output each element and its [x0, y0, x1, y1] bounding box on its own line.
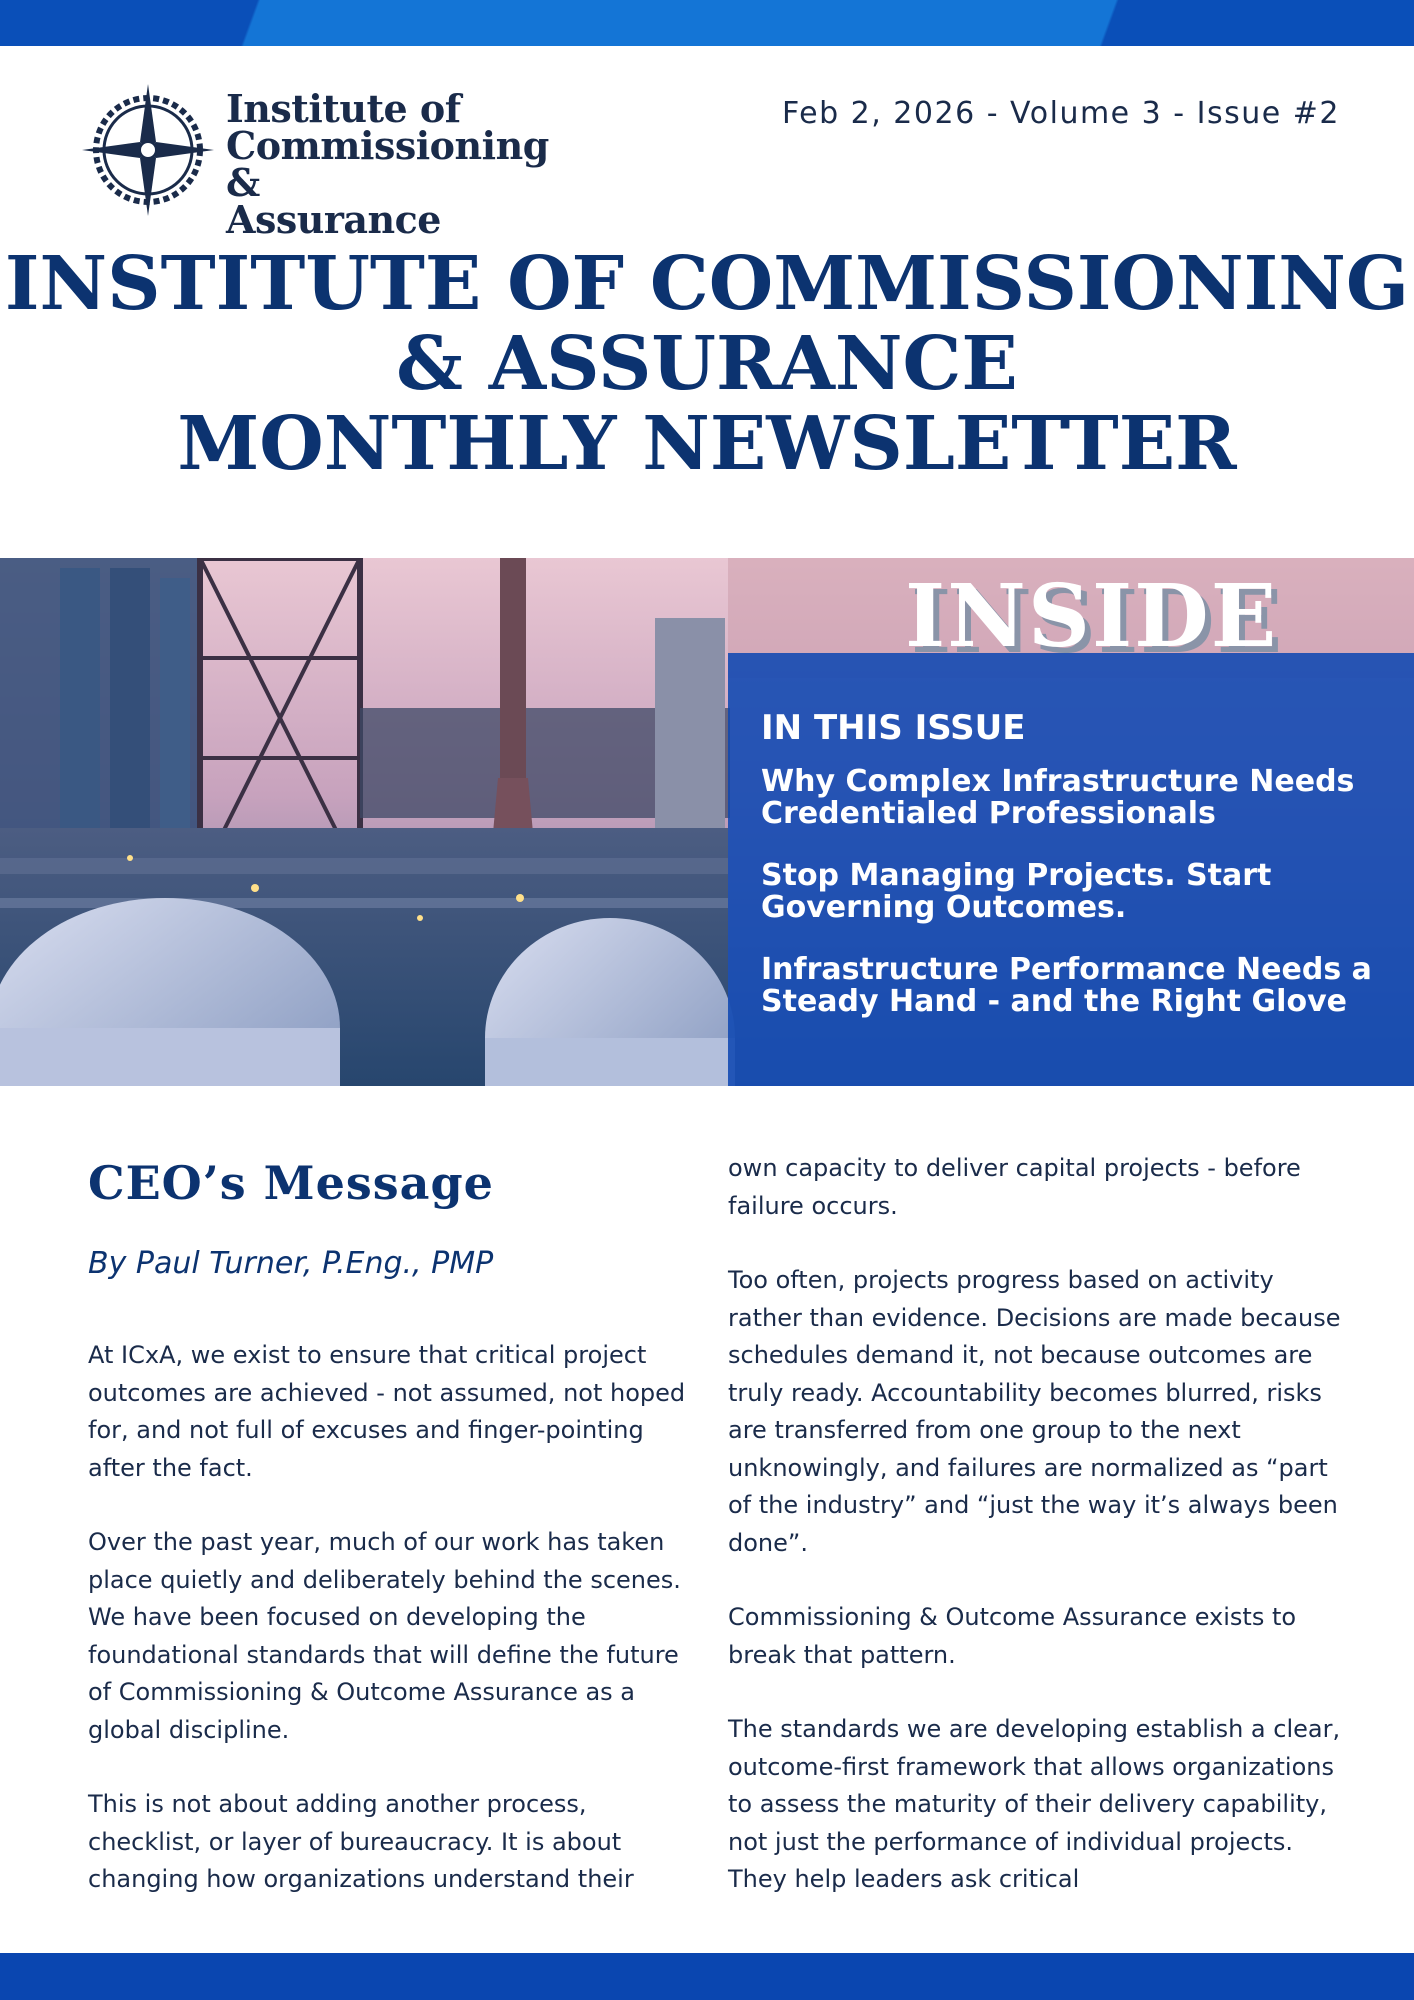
- bottom-color-band: [0, 1953, 1414, 2000]
- inside-heading: INSIDE: [905, 566, 1279, 667]
- org-name-line-3: Assurance: [226, 197, 441, 242]
- in-this-issue-heading: IN THIS ISSUE: [761, 708, 1026, 748]
- compass-rose-icon: [82, 82, 214, 218]
- article-paragraph: At ICxA, we exist to ensure that critical project outcomes are achieved - not assumed, not hoped for, and not full of excuses and finger-pointing after the fact.: [88, 1341, 686, 1482]
- article-paragraph: Too often, projects progress based on activity rather than evidence. Decisions are made because schedules demand it, not because outcomes are truly ready. Accountability becomes blurred, risks are transferred from one group to the next unknowingly, and failures are normalized as “part of the industry” and “just the way it’s always been done”.: [728, 1266, 1341, 1557]
- org-name-line-2: Commissioning &: [226, 123, 549, 205]
- ceo-message-heading: CEO’s Message: [88, 1156, 494, 1210]
- article-column-left: [88, 1337, 688, 1936]
- newsletter-title: [0, 241, 1414, 487]
- title-line-3: MONTHLY NEWSLETTER: [177, 401, 1237, 487]
- issue-item-1[interactable]: Why Complex Infrastructure Needs Credentialed Professionals: [761, 764, 1355, 831]
- in-this-issue-list: [761, 766, 1401, 1048]
- organization-logo-text: [226, 86, 586, 242]
- issue-item-2[interactable]: Stop Managing Projects. Start Governing Outcomes.: [761, 858, 1272, 925]
- title-line-2: & ASSURANCE: [396, 321, 1018, 407]
- article-paragraph: Over the past year, much of our work has taken place quietly and deliberately behind the scenes. We have been focused on developing the foundational standards that will define the future of Commissioning & Outcome Assurance as a global discipline.: [88, 1528, 681, 1744]
- article-column-right: [728, 1150, 1348, 1936]
- top-color-band: [0, 0, 1414, 46]
- ceo-byline: By Paul Turner, P.Eng., PMP: [88, 1246, 494, 1281]
- issue-item-3[interactable]: Infrastructure Performance Needs a Steady Hand - and the Right Glove: [761, 952, 1372, 1019]
- article-paragraph: This is not about adding another process, checklist, or layer of bureaucracy. It is about changing how organizations understand their: [88, 1790, 634, 1893]
- org-name-line-1: Institute of: [226, 86, 461, 131]
- article-paragraph: own capacity to deliver capital projects - before failure occurs.: [728, 1154, 1301, 1220]
- article-paragraph: The standards we are developing establish a clear, outcome-first framework that allows organizations to assess the maturity of their delivery capability, not just the performance of individual projects. They help leaders ask critical: [728, 1715, 1341, 1893]
- article-paragraph: Commissioning & Outcome Assurance exists to break that pattern.: [728, 1603, 1297, 1669]
- title-line-1: INSTITUTE OF COMMISSIONING: [4, 241, 1410, 327]
- issue-date-volume: Feb 2, 2026 - Volume 3 - Issue #2: [782, 96, 1340, 131]
